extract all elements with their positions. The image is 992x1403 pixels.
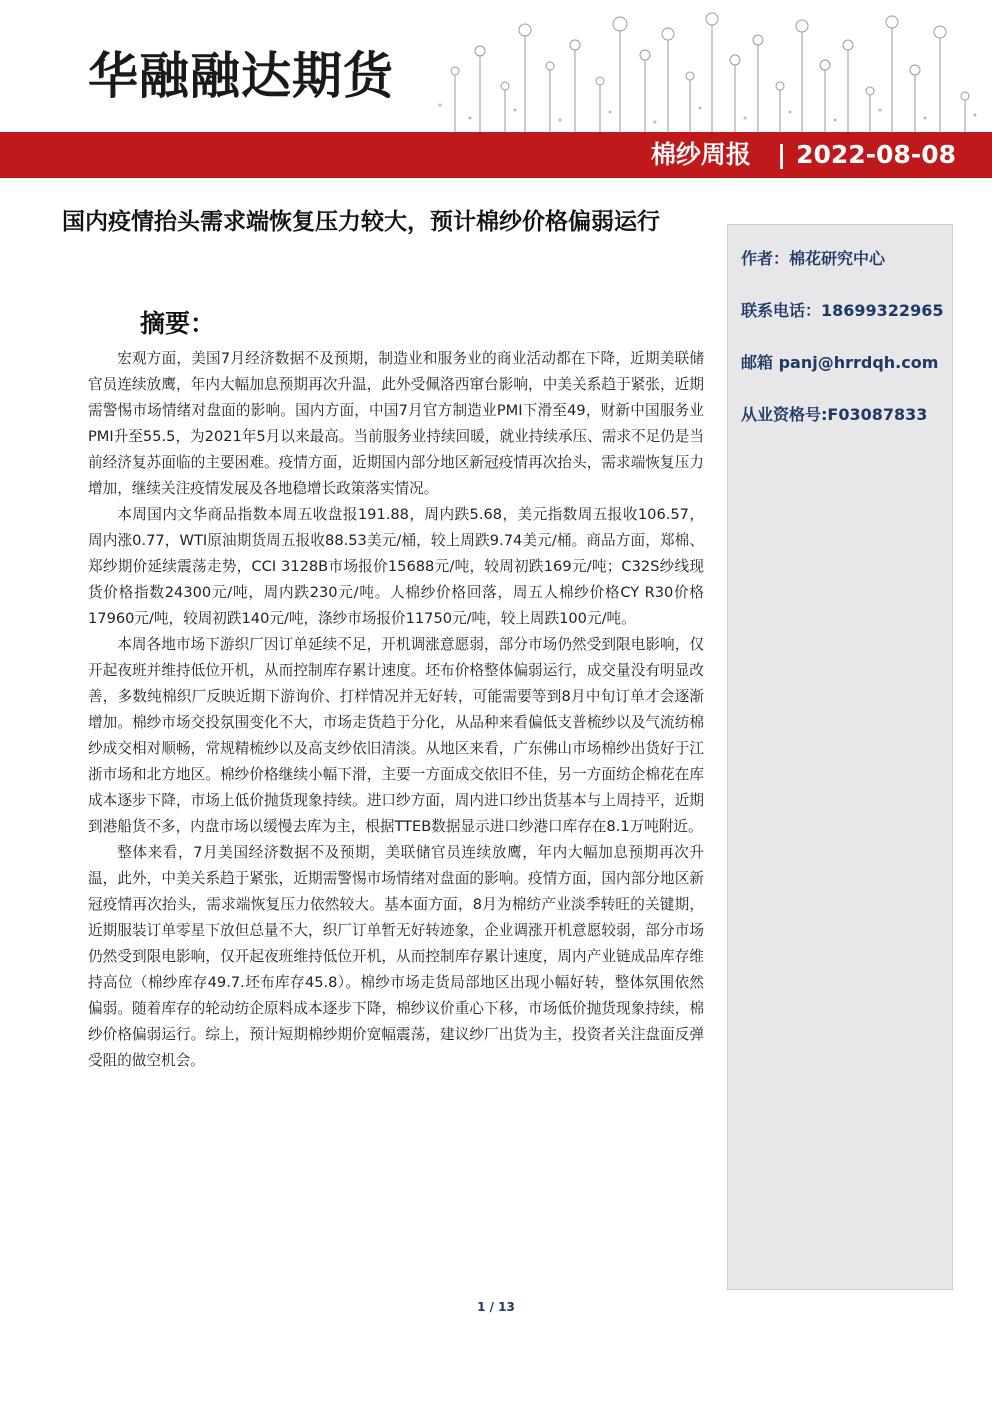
- paragraph-market-prices: 本周国内文华商品指数本周五收盘报191.88，周内跌5.68，美元指数周五报收106.57，周内涨0.77，WTI原油期货周五报收88.53美元/桶，较上周跌9.74美元/桶。商品方面，郑棉、郑纱期价延续震荡走势，CCI 3128B市场报价15688元/吨，较周初跌169元/吨；C32S纱线现货价格指数24300元/吨，周内跌230元/吨。人棉纱价格回落，周五人棉纱价格CY R30价格17960元/吨，较周初跌140元/吨，涤纱市场报价11750元/吨，较上周跌100元/吨。: [88, 506, 704, 627]
- author-info: 作者：棉花研究中心: [741, 249, 886, 268]
- paragraph-macro: 宏观方面，美国7月经济数据不及预期，制造业和服务业的商业活动都在下降，近期美联储官员连续放鹰，年内大幅加息预期再次升温，此外受佩洛西窜台影响，中美关系趋于紧张，近期需警惕市场情绪对盘面的影响。国内方面，中国7月官方制造业PMI下滑至49，财新中国服务业PMI升至55.5，为2021年5月以来最高。当前服务业持续回暖，就业持续承压、需求不足仍是当前经济复苏面临的主要困难。疫情方面，近期国内部分地区新冠疫情再次抬头，需求端恢复压力增加，继续关注疫情发展及各地稳增长政策落实情况。: [88, 350, 704, 497]
- report-header: [0, 0, 992, 180]
- report-headline: 国内疫情抬头需求端恢复压力较大，预计棉纱价格偏弱运行: [62, 209, 660, 235]
- license-info: 从业资格号:F03087833: [741, 405, 928, 424]
- report-type: 棉纱周报: [650, 140, 751, 169]
- paragraph-downstream: 本周各地市场下游织厂因订单延续不足，开机调涨意愿弱，部分市场仍然受到限电影响，仅开起夜班并维持低位开机，从而控制库存累计速度。坯布价格整体偏弱运行，成交量没有明显改善，多数纯棉织厂反映近期下游询价、打样情况并无好转，可能需要等到8月中旬订单才会逐渐增加。棉纱市场交投氛围变化不大，市场走货趋于分化，从品种来看偏低支普梳纱以及气流纺棉纱成交相对顺畅，常规精梳纱以及高支纱依旧清淡。从地区来看，广东佛山市场棉纱出货好于江浙市场和北方地区。棉纱价格继续小幅下滑，主要一方面成交依旧不佳，另一方面纺企棉花在库成本逐步下降，市场上低价抛货现象持续。进口纱方面，周内进口纱出货基本与上周持平，近期到港船货不多，内盘市场以缓慢去库为主，根据TTEB数据显示进口纱港口库存在8.1万吨附近。: [88, 636, 704, 835]
- page-number: 1 / 13: [477, 1300, 515, 1314]
- abstract-body: [88, 346, 704, 1074]
- abstract-heading: 摘要：: [140, 309, 216, 338]
- email-info[interactable]: 邮箱 panj@hrrdqh.com: [741, 353, 939, 372]
- paragraph-summary: 整体来看，7月美国经济数据不及预期，美联储官员连续放鹰，年内大幅加息预期再次升温，此外，中美关系趋于紧张，近期需警惕市场情绪对盘面的影响。疫情方面，国内部分地区新冠疫情再次抬头，需求端恢复压力依然较大。基本面方面，8月为棉纺产业淡季转旺的关键期，近期服装订单零星下放但总量不大，织厂订单暂无好转迹象，企业调涨开机意愿较弱，部分市场仍然受到限电影响，仅开起夜班维持低位开机，从而控制库存累计速度，周内产业链成品库存维持高位（棉纱库存49.7.坯布库存45.8）。棉纱市场走货局部地区出现小幅好转，整体氛围依然偏弱。随着库存的轮动纺企原料成本逐步下降，棉纱议价重心下移，市场低价抛货现象持续，棉纱价格偏弱运行。综上，预计短期棉纱期价宽幅震荡，建议纱厂出货为主，投资者关注盘面反弹受阻的做空机会。: [88, 844, 704, 1069]
- report-title-bar: [651, 132, 956, 178]
- report-date: 2022-08-08: [796, 140, 956, 169]
- author-sidebar: [727, 224, 953, 1290]
- phone-info: 联系电话：18699322965: [741, 301, 944, 320]
- title-separator: |: [776, 140, 787, 169]
- company-logo-text: 华融融达期货: [88, 47, 394, 105]
